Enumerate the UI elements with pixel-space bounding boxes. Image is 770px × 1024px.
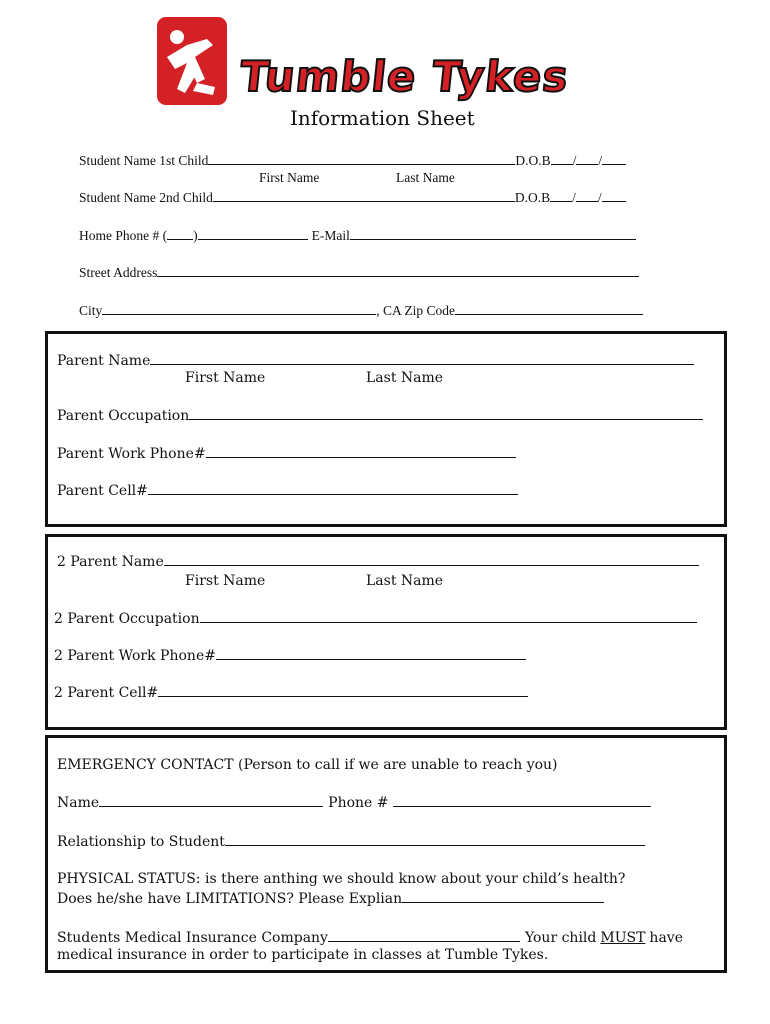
area-code-field[interactable] [167,227,193,240]
parent-2-name-field[interactable] [164,553,699,566]
insurance-label: Students Medical Insurance Company [57,930,328,946]
insurance-note-post: have [649,930,683,946]
parent-work-phone-field[interactable] [206,445,516,458]
parent-cell-field[interactable] [148,482,518,495]
student-2nd-child-label: Student Name 2nd Child [79,190,213,205]
student-1st-child-label: Student Name 1st Child [79,153,209,168]
parent-2-work-phone-field[interactable] [216,647,526,660]
dob-day-field[interactable] [576,152,598,165]
city-label: City [79,303,103,318]
home-phone-field[interactable] [198,227,308,240]
dob-label-2: D.O.B [514,190,551,205]
parent-cell-label: Parent Cell# [57,483,148,499]
parent-last-name-caption: Last Name [366,370,444,386]
first-name-caption: First Name [259,170,320,185]
dob-label: D.O.B [515,153,551,168]
parent-2-first-name-caption: First Name [185,573,266,589]
parent-2-occupation-field[interactable] [200,610,697,623]
limitations-label: Does he/she have LIMITATIONS? Please Explian [57,891,403,907]
parent-occupation-row [57,407,703,424]
parent-2-work-phone-label: 2 Parent Work Phone# [54,648,216,664]
dob2-day-field[interactable] [576,189,598,202]
relationship-field[interactable] [225,833,645,846]
brand-name: Tumble Tykes [237,52,572,101]
dob-month-field[interactable] [551,152,573,165]
city-field[interactable] [102,302,376,315]
parent-2-cell-row [54,684,528,701]
dob-year-field[interactable] [602,152,626,165]
student-2nd-child-row: Student Name 2nd Child D.O.B / / [79,189,626,206]
home-phone-paren: ) [193,228,198,243]
emergency-name-row [57,794,651,811]
zip-field[interactable] [455,302,643,315]
home-phone-label: Home Phone # ( [79,228,168,243]
tumbling-figure-icon [157,17,227,105]
parent-2-work-phone-row [54,647,526,664]
emergency-name-label: Name [57,795,100,811]
limitations-row [57,890,604,907]
parent-2-occupation-row [54,610,697,627]
page-title: Information Sheet [290,106,475,130]
student-1st-child-field[interactable] [208,152,515,165]
relationship-label: Relationship to Student [57,834,225,850]
emergency-name-field[interactable] [99,794,323,807]
parent-occupation-label: Parent Occupation [57,408,190,424]
parent-2-name-label: 2 Parent Name [57,554,164,570]
parent-2-occupation-label: 2 Parent Occupation [54,611,200,627]
student-1st-child-row: Student Name 1st Child D.O.B / / [79,152,626,169]
parent-2-cell-field[interactable] [158,684,528,697]
insurance-note-pre: Your child [524,930,597,946]
insurance-field[interactable] [328,929,520,942]
email-field[interactable] [350,227,636,240]
dob2-year-field[interactable] [602,189,626,202]
parent-name-row [57,352,694,369]
parent-2-cell-label: 2 Parent Cell# [54,685,159,701]
parent-name-label: Parent Name [57,353,151,369]
city-row [79,302,643,319]
limitations-field[interactable] [402,890,604,903]
parent-work-phone-label: Parent Work Phone# [57,446,206,462]
tumble-tykes-logo [157,17,227,105]
street-address-label: Street Address [79,265,158,280]
physical-status-question: PHYSICAL STATUS: is there anthing we should know about your child’s health? [57,871,626,887]
relationship-row [57,833,645,850]
parent-cell-row [57,482,518,499]
insurance-row [57,929,683,946]
last-name-caption: Last Name [396,170,455,185]
zip-label: , CA Zip Code [376,303,456,318]
insurance-must: MUST [600,930,646,946]
street-row [79,264,639,281]
parent-first-name-caption: First Name [185,370,266,386]
emergency-heading: EMERGENCY CONTACT (Person to call if we are unable to reach you) [57,757,558,773]
parent-2-last-name-caption: Last Name [366,573,444,589]
parent-occupation-field[interactable] [189,407,703,420]
emergency-phone-field[interactable] [393,794,651,807]
home-phone-row [79,227,636,244]
emergency-phone-label: Phone # [328,795,389,811]
parent-work-phone-row [57,445,516,462]
parent-2-name-row [57,553,699,570]
dob2-month-field[interactable] [550,189,572,202]
street-address-field[interactable] [157,264,639,277]
insurance-note-line2: medical insurance in order to participate in classes at Tumble Tykes. [57,947,549,963]
student-2nd-child-field[interactable] [213,189,515,202]
parent-name-field[interactable] [150,352,694,365]
email-label: E-Mail [311,228,350,243]
